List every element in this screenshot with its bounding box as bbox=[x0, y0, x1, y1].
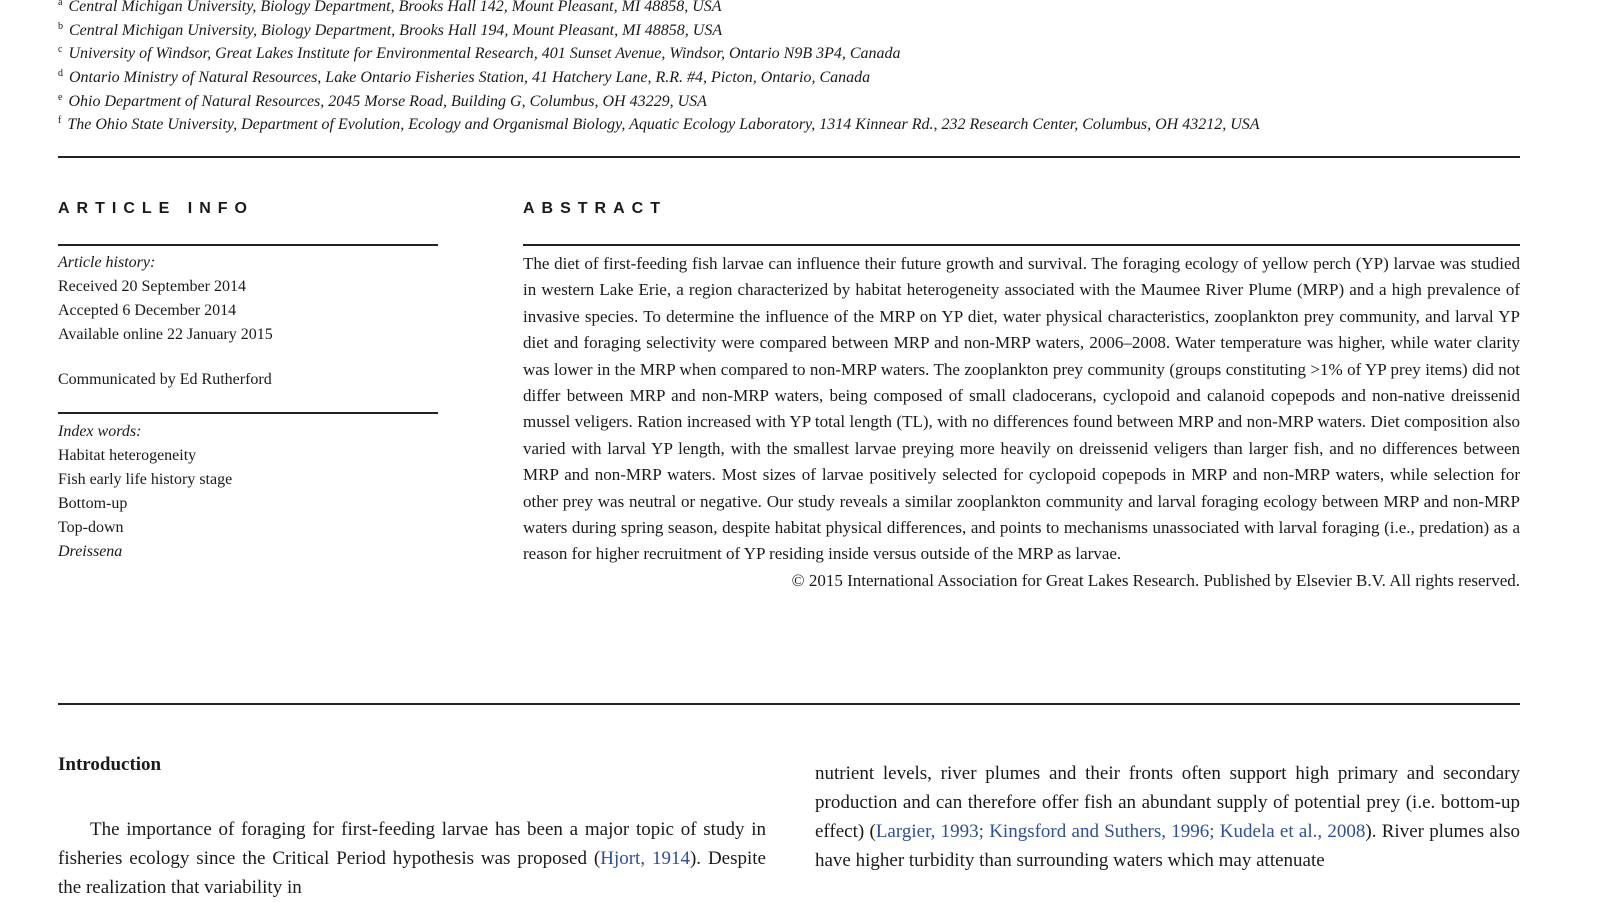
received-date: Received 20 September 2014 bbox=[58, 278, 246, 295]
history-label: Article history: bbox=[58, 254, 156, 271]
accepted-date: Accepted 6 December 2014 bbox=[58, 302, 237, 319]
abstract-text: The diet of first-feeding fish larvae can influence their future growth and survival. The foraging ecology of yellow perch (YP) larvae was studied in western Lake Erie, a region characterized by habitat heterogeneity associated with the Maumee River Plume (MRP) and a high prevalence of invasive species. To determine the influence of the MRP on YP diet, water physical characteristics, zooplankton prey community, and larval YP diet and foraging selectivity were compared between MRP and non-MRP waters, 2006–2008. Water temperature was higher, while water clarity was lower in the MRP when compared to non-MRP waters. The zooplankton prey community (groups constituting >1% of YP prey items) did not differ between MRP and non-MRP waters, being composed of small cladocerans, cyclopoid and calanoid copepods and non-native dreissenid mussel veligers. Ration increased with YP total length (TL), with no differences found between MRP and non-MRP waters. Diet composition also varied with larval YP length, with the smallest larvae preying more heavily on dreissenid veligers than larger fish, and no differences between MRP and non-MRP waters. Most sizes of larvae positively selected for cyclopoid copepods in MRP and non-MRP waters, while selection for other prey was neutral or negative. Our study reveals a similar zooplankton community and larval foraging ecology between MRP and non-MRP waters during spring season, despite habitat physical differences, and points to mechanisms unassociated with larval foraging (i.e., predation) as a reason for higher recruitment of YP residing inside versus outside of the MRP as larvae. bbox=[523, 254, 1520, 564]
article-info-divider bbox=[58, 244, 438, 246]
index-label: Index words: bbox=[58, 423, 142, 440]
affiliation-a: $^a$ Central Michigan University, Biology Department, Brooks Hall 142, Mount Pleasant, MI 48858, USA bbox=[58, 0, 722, 15]
abstract-heading: ABSTRACT bbox=[523, 200, 667, 217]
affiliation-d: $^d$ Ontario Ministry of Natural Resources, Lake Ontario Fisheries Station, 41 Hatchery Lane, R.R. #4, Picton, Ontario, Canada bbox=[58, 68, 871, 86]
intro-column-right: nutrient levels, river plumes and their fronts often support high primary and secondary production and can therefore offer fish an abundant supply of potential prey (i.e. bottom-up effect) (Largier, 1993; Kingsford and Suthers, 1996; Kudela et al., 2008). River plumes also have higher turbidity than surrounding waters which may attenuate bbox=[815, 763, 1521, 871]
index-word: Dreissena bbox=[58, 543, 123, 560]
index-word: Top-down bbox=[58, 519, 124, 536]
affiliation-e: $^e$ Ohio Department of Natural Resources, 2045 Morse Road, Building G, Columbus, OH 43229, USA bbox=[58, 92, 707, 110]
online-date: Available online 22 January 2015 bbox=[58, 326, 273, 343]
index-word: Fish early life history stage bbox=[58, 471, 233, 488]
citation-link[interactable]: Largier, 1993; Kingsford and Suthers, 1996; Kudela et al., 2008 bbox=[875, 821, 1366, 842]
index-words bbox=[58, 420, 438, 564]
citation-link[interactable]: Hjort, 1914 bbox=[600, 848, 690, 869]
bottom-divider bbox=[58, 703, 1520, 705]
abstract-divider bbox=[523, 244, 1520, 246]
article-history bbox=[58, 251, 438, 347]
index-word: Habitat heterogeneity bbox=[58, 447, 197, 464]
copyright-notice: © 2015 International Association for Great Lakes Research. Published by Elsevier B.V. All rights reserved. bbox=[791, 570, 1520, 590]
communicated-by: Communicated by Ed Rutherford bbox=[58, 371, 272, 388]
intro-column-left: The importance of foraging for first-feeding larvae has been a major topic of study in fisheries ecology since the Critical Period hypothesis was proposed (Hjort, 1914). Despite the realization that variability in bbox=[58, 819, 766, 898]
article-info-heading: ARTICLE INFO bbox=[58, 200, 254, 217]
affiliation-b: $^b$ Central Michigan University, Biology Department, Brooks Hall 194, Mount Pleasant, MI 48858, USA bbox=[58, 21, 723, 39]
abstract-body bbox=[523, 251, 1520, 594]
index-word: Bottom-up bbox=[58, 495, 128, 512]
introduction-heading: Introduction bbox=[58, 754, 162, 775]
top-divider bbox=[58, 156, 1520, 158]
index-divider bbox=[58, 412, 438, 414]
affiliation-c: $^c$ University of Windsor, Great Lakes Institute for Environmental Research, 401 Sunset Avenue, Windsor, Ontario N9B 3P4, Canada bbox=[58, 44, 901, 62]
affiliation-f: $^f$ The Ohio State University, Department of Evolution, Ecology and Organismal Biology, Aquatic Ecology Laboratory, 1314 Kinnear Rd., 232 Research Center, Columbus, OH 43212, USA bbox=[58, 115, 1260, 133]
